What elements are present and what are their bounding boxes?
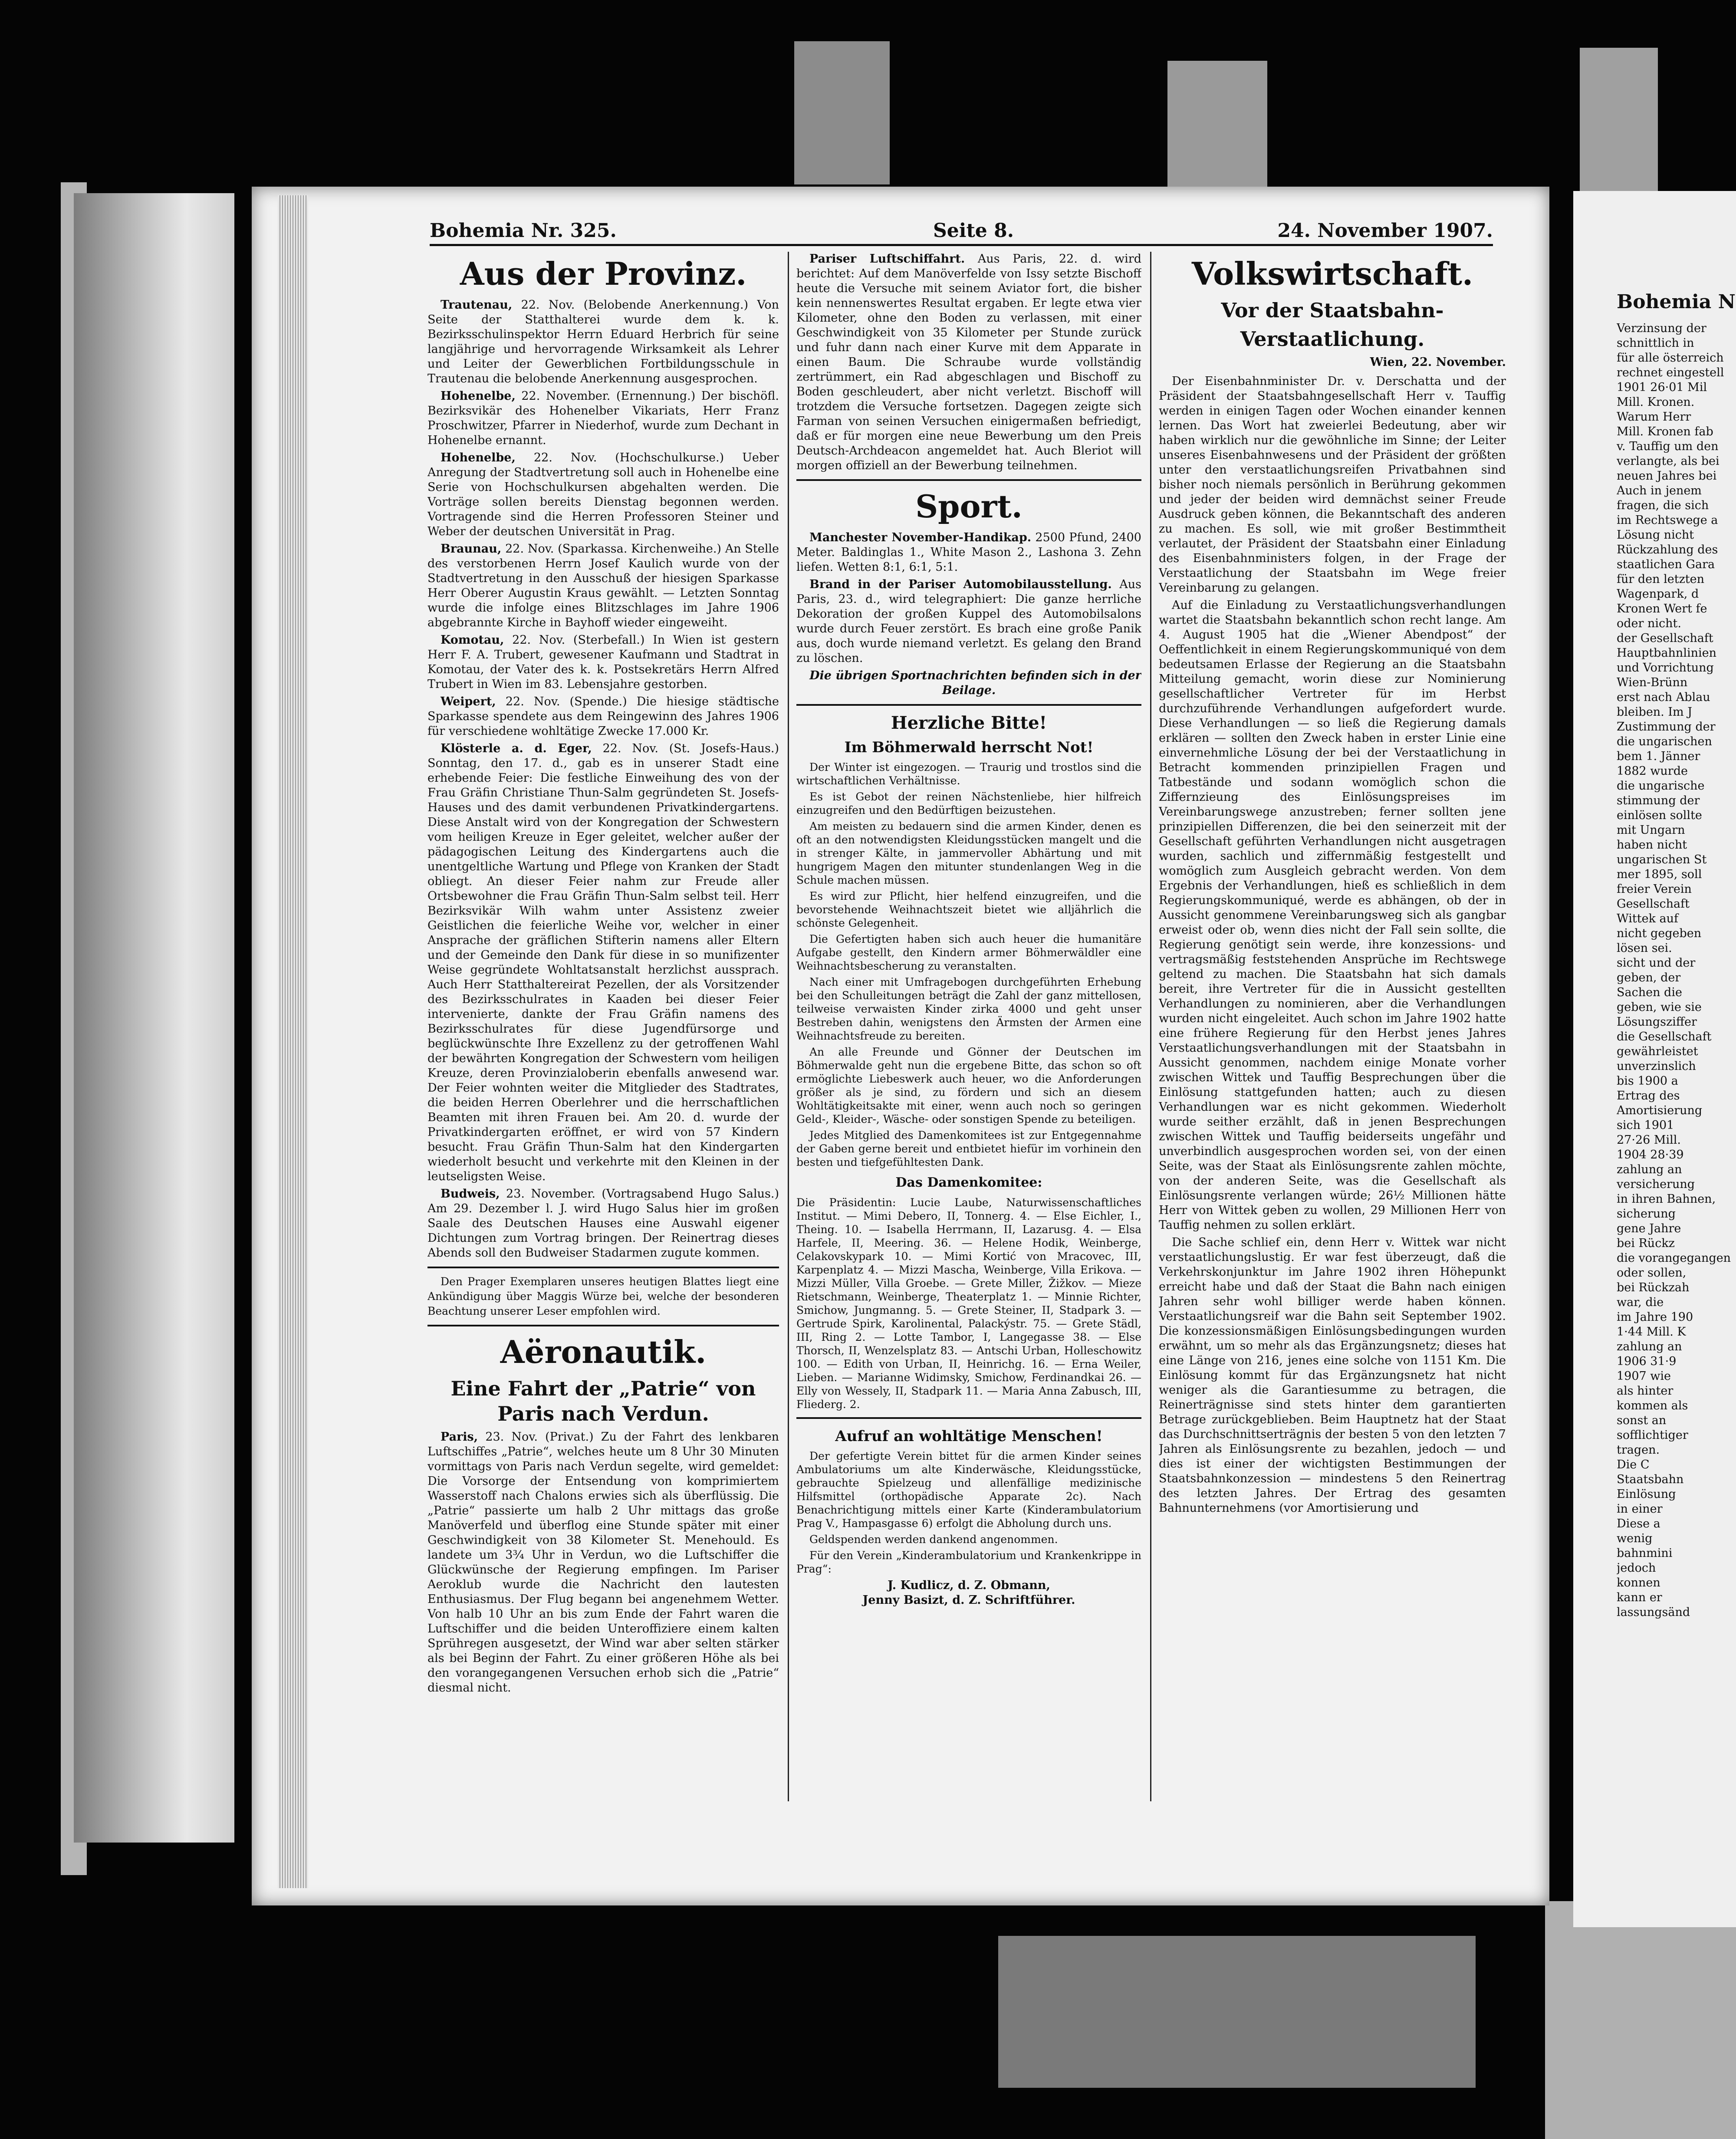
article-text: 22. Nov. (Sterbefall.) In Wien ist gestern Herr F. A. Trubert, gewesener Kaufmann und Stadtrat in Komotau, der Vater des k. k. Postsekretärs Herrn Alfred Trubert in Wien im 83. Lebensjahre gestorben.	[427, 633, 779, 691]
facing-line: bleiben. Im J	[1617, 705, 1693, 719]
appeal-paragraph: Es ist Gebot der reinen Nächstenliebe, hier hilfreich einzugreifen und den Bedürftigen beizustehen.	[796, 790, 1141, 816]
provinz-article	[427, 1187, 779, 1260]
facing-line: sich 1901	[1617, 1119, 1674, 1132]
provinz-article	[427, 451, 779, 539]
appeal-paragraph: Jedes Mitglied des Damenkomitees ist zur Entgegennahme der Gaben gerne bereit und entbietet hiefür im vorhinein den besten und tiefgefühltesten Dank.	[796, 1129, 1141, 1168]
facing-line: Staatsbahn	[1617, 1473, 1684, 1486]
column-rule	[1150, 252, 1151, 1801]
facing-line: sonst an	[1617, 1414, 1667, 1427]
facing-line: Diese a	[1617, 1517, 1660, 1530]
facing-line: 27·26 Mill.	[1617, 1133, 1681, 1147]
facing-line: geben, der	[1617, 971, 1681, 984]
facing-line: als hinter	[1617, 1384, 1674, 1398]
facing-line: 1901 26·01 Mil	[1617, 381, 1707, 394]
article-headline-1: Vor der Staatsbahn-	[1221, 299, 1444, 322]
facing-line: v. Tauffig um den	[1617, 440, 1719, 453]
facing-line: Amortisierung	[1617, 1104, 1703, 1117]
background-strip	[1167, 61, 1267, 191]
appeal-subtitle: Im Böhmerwald herrscht Not!	[844, 739, 1094, 756]
facing-line: für alle österreich	[1617, 351, 1724, 365]
appeal-paragraph: Nach einer mit Umfragebogen durchgeführten Erhebung bei den Schulleitungen beträgt die Zahl der ganz mittellosen, teilweise verwaisten Kinder zirka 4000 und geht unser Bestreben dahin, wenigstens den Ärmsten der Armen eine Weihnachtsfreude zu bereiten.	[796, 976, 1141, 1042]
facing-line: 1907 wie	[1617, 1369, 1671, 1383]
call-thanks: Geldspenden werden dankend angenommen.	[809, 1533, 1058, 1546]
facing-line: sicht und der	[1617, 956, 1696, 970]
facing-line: ungarischen St	[1617, 853, 1707, 866]
article-place: Budweis,	[441, 1187, 500, 1201]
article-headline-2: Verstaatlichung.	[1240, 327, 1425, 351]
section-title: Volkswirtschaft.	[1191, 255, 1473, 292]
facing-line: die ungarische	[1617, 779, 1705, 793]
article-body: Pariser Luftschiffahrt. Aus Paris, 22. d. wird berichtet: Auf dem Manöverfelde von Issy setzte Bischoff heute die Versuche mit seinem Aviator fort, die bisher kein nennenswertes Resultat ergaben. Er legte etwa vier Kilometer, ohne den Boden zu verlassen, mit einer Geschwindigkeit von 35 Kilometer per Stunde zurück und fuhr dann nach einer Kurve mit dem Apparate in einen Baum. Die Schraube wurde vollständig zertrümmert, ein Rad abgeschlagen und Bischoff zu Boden geschleudert, aber nicht verletzt. Bischoff will trotzdem die Versuche fortsetzen. Dagegen zeigte sich Farman von seinen Versuchen einigermaßen befriedigt, daß er für morgen eine neue Bewerbung um den Preis Deutsch-Archdeacon angemeldet hat. Auch Bleriot will morgen offiziell an der Bewerbung teilnehmen.	[796, 252, 1141, 472]
facing-line: Wagenpark, d	[1617, 587, 1699, 601]
facing-line: Gesellschaft	[1617, 897, 1690, 911]
facing-line: zahlung an	[1617, 1163, 1682, 1176]
facing-line: erst nach Ablau	[1617, 691, 1710, 704]
facing-line: im Jahre 190	[1617, 1310, 1693, 1324]
facing-line: sicherung	[1617, 1207, 1676, 1221]
article-place: Klösterle a. d. Eger,	[441, 742, 592, 755]
facing-line: lösen sei.	[1617, 941, 1672, 955]
facing-line: versicherung	[1617, 1178, 1695, 1191]
facing-line: 1·44 Mill. K	[1617, 1325, 1686, 1339]
header-center: Seite 8.	[933, 220, 1014, 242]
column-provinz	[427, 252, 779, 1801]
section-title: Aus der Provinz.	[460, 255, 747, 292]
appeal-paragraph: Am meisten zu bedauern sind die armen Kinder, denen es oft an den notwendigsten Kleidungsstücken mangelt und die in strenger Kälte, in jammervoller Abhärtung und mit hungrigem Magen den mitunter stundenlangen Weg in die Schule machen müssen.	[796, 820, 1141, 886]
article-place: Komotau,	[441, 633, 504, 647]
facing-line: rechnet eingestell	[1617, 366, 1724, 379]
notice: Den Prager Exemplaren unseres heutigen Blattes liegt eine Ankündigung über Maggis Würze bei, welche der besonderen Beachtung unserer Leser empfohlen wird.	[427, 1275, 779, 1317]
article-place: Weipert,	[441, 695, 496, 708]
facing-line: kommen als	[1617, 1399, 1688, 1412]
column-rule	[788, 252, 789, 1801]
facing-line: unverzinslich	[1617, 1060, 1696, 1073]
facing-line: verlangte, als bei	[1617, 454, 1720, 468]
facing-line: oder sollen,	[1617, 1266, 1687, 1280]
facing-line: schnittlich in	[1617, 336, 1694, 350]
facing-line: mit Ungarn	[1617, 823, 1685, 837]
facing-line: Lösungsziffer	[1617, 1015, 1697, 1029]
facing-line: einlösen sollte	[1617, 809, 1702, 822]
article-text: 23. November. (Vortragsabend Hugo Salus.) Am 29. Dezember l. J. wird Hugo Salus hier im großen Saale des Deutschen Hauses eine Auswahl eigener Dichtungen zum Vortrag bringen. Der Reinertrag dieses Abends soll den Budweiser Stadarmen zugute kommen.	[427, 1187, 779, 1260]
facing-column	[1617, 321, 1736, 1840]
provinz-article	[427, 633, 779, 692]
facing-line: gene Jahre	[1617, 1222, 1681, 1235]
facing-line: kann er	[1617, 1591, 1662, 1604]
page-header	[430, 217, 1493, 246]
facing-line: die vorangegangen	[1617, 1251, 1731, 1265]
background-strip	[1580, 48, 1658, 191]
signature-1: J. Kudlicz, d. Z. Obmann,	[888, 1579, 1050, 1592]
facing-line: in ihren Bahnen,	[1617, 1192, 1716, 1206]
page-edges	[278, 195, 308, 1888]
article-text: 22. November. (Ernennung.) Der bischöfl. Bezirksvikär des Hohenelber Vikariats, Herr Franz Proschwitzer, Pfarrer in Niederhof, wurde zum Dechant in Hohenelbe ernannt.	[427, 389, 779, 447]
column-middle	[796, 252, 1141, 1801]
section-title: Sport.	[915, 488, 1023, 525]
facing-line: jedoch	[1617, 1561, 1656, 1575]
appeal-body	[796, 760, 1141, 1169]
facing-line: Ertrag des	[1617, 1089, 1680, 1102]
call-for: Für den Verein „Kinderambulatorium und Krankenkrippe in Prag“:	[796, 1549, 1141, 1575]
divider	[796, 479, 1141, 481]
article-paragraph: Die Sache schlief ein, denn Herr v. Wittek war nicht verstaatlichungslustig. Er war fest überzeugt, daß die Verkehrskonjunktur im Jahre 1902 ihren Höhepunkt erreicht habe und daß der Staat die Bahn nach einigen Jahren sehr wohl billiger werde haben können. Verstaatlichungsreif war die Bahn seit September 1902. Die konzessionsmäßigen Einlösungsbedingungen wurden erwähnt, um so mehr als das Ergänzungsnetz; dieses hat eine Länge von 216, jenes eine solche von 1151 Km. Die Einlösung kommt für das Ergänzungsnetz hat nicht weniger als die Garantiesumme zu betragen, die Reinerträgnisse sind stets hinter dem garantierten Betrage zurückgeblieben. Beim Hauptnetz hat der Staat das Durchschnittserträgnis der besten 5 von den letzten 7 Jahren als Einlösungsrente zu bezahlen, jedoch — und dies ist einer der wichtigsten Bestimmungen der Staatsbahnkonzession — mindestens 5 den Reinertrag des letzten Jahres. Der Ertrag des gesamten Bahnunternehmens (vor Amortisierung und	[1159, 1236, 1506, 1515]
appeal-title: Herzliche Bitte!	[891, 713, 1047, 733]
facing-line: nicht gegeben	[1617, 927, 1702, 940]
article-text: 22. Nov. (Hochschulkurse.) Ueber Anregung der Stadtvertretung soll auch in Hohenelbe eine Serie von Hochschulkursen abgehalten werden. Die Vorträge sollen bereits Dienstag begonnen werden. Vortragende sind die Herren Professoren Steiner und Weber der deutschen Universität in Prag.	[427, 451, 779, 538]
article-headline: Eine Fahrt der „Patrie“ von Paris nach Verdun.	[450, 1377, 756, 1425]
call-title: Aufruf an wohltätige Menschen!	[835, 1428, 1103, 1445]
article-text: 22. Nov. (Spende.) Die hiesige städtische Sparkasse spendete aus dem Reingewinn des Jahres 1906 für verschiedene wohltätige Zwecke 17.000 Kr.	[427, 695, 779, 738]
facing-line: Warum Herr	[1617, 410, 1691, 424]
article-text: 22. Nov. (Belobende Anerkennung.) Von Seite der Statthalterei wurde dem k. k. Bezirksschulinspektor Herrn Eduard Herbrich für seine langjährige und hervorragende Wirksamkeit als Lehrer und Leiter der Gewerblichen Fortbildungsschule in Trautenau die belobende Anerkennung ausgesprochen.	[427, 298, 779, 385]
facing-line: mer 1895, soll	[1617, 868, 1702, 881]
background-strip	[794, 41, 890, 184]
signature-2: Jenny Basizt, d. Z. Schriftführer.	[862, 1593, 1075, 1607]
appeal-paragraph: An alle Freunde und Gönner der Deutschen im Böhmerwalde geht nun die ergebene Bitte, das schon so oft ermöglichte Liebeswerk auch heuer, wo die Anforderungen größer als je sind, zu fördern und sich an diesem Wohltätigkeitsakte mit einer, wenn auch noch so geringen Geld-, Kleider-, Wäsche- oder sonstigen Spende zu beteiligen.	[796, 1046, 1141, 1125]
background-strip	[998, 1936, 1476, 2088]
facing-line: Einlösung	[1617, 1487, 1676, 1501]
article-place: Braunau,	[441, 542, 502, 556]
facing-line: für den letzten	[1617, 573, 1705, 586]
facing-line: Zustimmung der	[1617, 720, 1716, 734]
facing-line: Rückzahlung des	[1617, 543, 1718, 556]
dateline: Wien, 22. November.	[1370, 355, 1506, 369]
facing-line: und Vorrichtung	[1617, 661, 1714, 675]
provinz-articles	[427, 298, 779, 1260]
facing-line: im Rechtswege a	[1617, 513, 1718, 527]
facing-line: Verzinsung der	[1617, 322, 1706, 335]
facing-line: freier Verein	[1617, 882, 1692, 896]
appeal-paragraph: Die Gefertigten haben sich auch heuer die humanitäre Aufgabe gestellt, den Kindern armer Böhmerwäldler eine Weihnachtsbescherung zu veranstalten.	[796, 933, 1141, 972]
facing-line: gewährleistet	[1617, 1045, 1698, 1058]
facing-line: Mill. Kronen fab	[1617, 425, 1713, 438]
provinz-article	[427, 741, 779, 1184]
column-volkswirtschaft	[1159, 252, 1506, 1801]
facing-line: bem 1. Jänner	[1617, 750, 1700, 763]
facing-line: 1904 28·39	[1617, 1148, 1684, 1162]
article-text: 22. Nov. (Sparkassa. Kirchenweihe.) An Stelle des verstorbenen Herrn Josef Kaulich wurde von der Stadtvertretung in den Ausschuß der hiesigen Sparkasse Herr Oberer Augustin Kraus gewählt. — Letzten Sonntag wurde die infolge eines Blitzschlages im Jahre 1906 abgebrannte Kirche in Bayhoff wieder eingeweiht.	[427, 542, 779, 629]
committee-title: Das Damenkomitee:	[895, 1175, 1042, 1190]
facing-line: lassungsänd	[1617, 1606, 1690, 1619]
background-strip	[1545, 1901, 1736, 2139]
header-left: Bohemia Nr. 325.	[430, 220, 617, 242]
facing-line: Lösung nicht	[1617, 528, 1694, 542]
facing-header: Bohemia N	[1617, 291, 1736, 313]
article-place: Hohenelbe,	[441, 451, 516, 464]
article-body: Manchester November-Handikap. 2500 Pfund, 2400 Meter. Baldinglas 1., White Mason 2., Lashona 3. Zehn liefen. Wetten 8:1, 6:1, 5:1.	[796, 531, 1141, 574]
facing-line: oder nicht.	[1617, 617, 1681, 630]
facing-line: bahnmini	[1617, 1547, 1673, 1560]
provinz-article	[427, 298, 779, 386]
facing-line: staatlichen Gara	[1617, 558, 1715, 571]
provinz-article	[427, 542, 779, 630]
facing-line: sofflichtiger	[1617, 1428, 1688, 1442]
facing-line: Mill. Kronen.	[1617, 395, 1695, 409]
facing-line: fragen, die sich	[1617, 499, 1709, 512]
facing-line: Die C	[1617, 1458, 1650, 1471]
facing-line: Wittek auf	[1617, 912, 1679, 925]
volkswirtschaft-body	[1159, 374, 1506, 1516]
facing-line: bei Rückzah	[1617, 1281, 1690, 1294]
facing-line: geben, wie sie	[1617, 1000, 1702, 1014]
appeal-paragraph: Der Winter ist eingezogen. — Traurig und trostlos sind die wirtschaftlichen Verhältnisse.	[796, 761, 1141, 787]
section-title: Aëronautik.	[500, 1333, 707, 1370]
facing-line: Wien-Brünn	[1617, 676, 1688, 689]
facing-line: bei Rückz	[1617, 1237, 1675, 1250]
facing-line: neuen Jahres bei	[1617, 469, 1717, 483]
facing-line: bis 1900 a	[1617, 1074, 1678, 1088]
facing-line: die ungarischen	[1617, 735, 1712, 748]
divider	[427, 1267, 779, 1268]
article-place: Hohenelbe,	[441, 389, 516, 403]
provinz-article	[427, 389, 779, 448]
facing-line: 1882 wurde	[1617, 764, 1688, 778]
facing-line: die Gesellschaft	[1617, 1030, 1712, 1043]
facing-line: stimmung der	[1617, 794, 1700, 807]
facing-line: war, die	[1617, 1296, 1664, 1309]
facing-line: konnen	[1617, 1576, 1660, 1589]
facing-line: Hauptbahnlinien	[1617, 646, 1716, 660]
facing-line: haben nicht	[1617, 838, 1687, 852]
facing-line: tragen.	[1617, 1443, 1660, 1457]
article-place: Trautenau,	[441, 298, 513, 312]
provinz-article	[427, 694, 779, 739]
call-body: Der gefertigte Verein bittet für die armen Kinder seines Ambulatoriums um alte Kinderwäsche, Kleidungsstücke, gebrauchte Spielzeug und allenfällige medizinische Hilfsmittel (orthopädische Apparate 2c). Nach Benachrichtigung mittels einer Karte (Kinderambulatorium Prag V., Hampasgasse 6) erfolgt die Abholung durch uns.	[796, 1450, 1141, 1530]
facing-line: Sachen die	[1617, 986, 1682, 999]
appeal-paragraph: Es wird zur Pflicht, hier helfend einzugreifen, und die bevorstehende Weihnachtszeit bietet wie alljährlich die schönste Gelegenheit.	[796, 890, 1141, 929]
book-binding	[74, 193, 234, 1843]
divider	[796, 704, 1141, 706]
facing-line: der Gesellschaft	[1617, 632, 1713, 645]
committee-list: Die Präsidentin: Lucie Laube, Naturwissenschaftliches Institut. — Mimi Debero, II, Tonnerg. 4. — Else Eichler, I., Theing. 10. — Isabella Herrmann, II, Lazarusg. 4. — Elsa Harfele, II, Meering. 36. — Helene Hodik, Weinberge, Celakovskypark 10. — Mimi Kortić von Mracovec, III, Karpenplatz 4. — Mizzi Mascha, Weinberge, Villa Erikova. — Mizzi Müller, Villa Groebe. — Grete Miller, Žižkov. — Mieze Rietschmann, Weinberge, Theaterplatz 1. — Minnie Richter, Smichow, Jungmanng. 5. — Grete Steiner, II, Stadpark 3. — Gertrude Spirk, Karolinental, Palackýstr. 75. — Grete Städl, III, Ring 2. — Lotte Tambor, I, Langegasse 38. — Else Thorsch, II, Wenzelsplatz 83. — Antschi Urban, Holleschowitz 100. — Edith von Urban, II, Heinrichg. 16. — Erna Weiler, Lieben. — Marianne Widimsky, Smichow, Ferdinandkai 26. — Elly von Wessely, II, Stadpark 11. — Maria Anna Zabusch, III, Fliederg. 2.	[796, 1196, 1141, 1411]
header-right: 24. November 1907.	[1277, 220, 1493, 242]
article-body: Brand in der Pariser Automobilausstellung. Aus Paris, 23. d., wird telegraphiert: Die ganze herrliche Dekoration der großen Kuppel des Automobilsalons wurde durch Feuer zerstört. Es brach eine große Panik aus, doch wurde niemand verletzt. Es gelang den Brand zu löschen.	[796, 578, 1141, 665]
facing-line: wenig	[1617, 1532, 1653, 1545]
sport-note: Die übrigen Sportnachrichten befinden sich in der Beilage.	[809, 669, 1141, 697]
article-paragraph: Auf die Einladung zu Verstaatlichungsverhandlungen wartet die Staatsbahn bekanntlich schon recht lange. Am 4. August 1905 hat die „Wiener Abendpost“ der Oeffentlichkeit in einem Regierungskommuniqué von dem bedeutsamen Erlasse der Regierung an die Staatsbahn Mitteilung gemacht, worin diese zur Nominierung gesellschaftlicher Vertreter für im Herbst durchzuführende Verhandlungen aufgefordert wurde. Diese Verhandlungen — so ließ die Regierung damals erklären — sollten den Zweck haben in erster Linie eine einvernehmliche Lösung der bei der Verstaatlichung in Betracht kommenden prinzipiellen Fragen und Tatbestände und sodann womöglich schon die Ziffernzieung des Einlösungspreises im Vereinbarungswege anzustreben; ferner sollten jene prinzipiellen Differenzen, die bei den seinerzeit mit der Gesellschaft geführten Verhandlungen nicht ausgetragen wurden, sachlich und ziffernmäßig festgestellt und womöglich zum Ausgleich gebracht werden. Von dem Ergebnis der Verhandlungen, hieß es schließlich in dem Regierungskommuniqué, werde es abhängen, ob der in Aussicht genommene Vereinbarungsweg sich als gangbar erweist oder ob, wenn dies nicht der Fall sein sollte, die Regierung genötigt sein werde, ihre konzessions- und vertragsmäßig feststehenden Ansprüche im Rechtswege geltend zu machen. Die Staatsbahn hat sich damals bereit, ihre Vertreter für die in Aussicht gestellten Verhandlungen zu nominieren, aber die Verhandlungen wurden nicht eingeleitet. Auch schon im Jahre 1902 hatte eine frühere Regierung für den Herbst jenes Jahres Verstaatlichungsverhandlungen mit der Staatsbahn in Aussicht genommen, nachdem einige Monate vorher zwischen Wittek und Tauffig Besprechungen über die Einlösung stattgefunden hatten; auch zu diesen Verhandlungen war es nicht gekommen. Wiederholt wurde seither erzählt, daß in jenen Besprechungen zwischen Wittek und Tauffig beiderseits ungefähr und unverbindlich ausgesprochen worden sei, von der einen Seite, was der Staat als Einlösungsrente zahlen möchte, von der anderen Seite, was die Gesellschaft als Einlösungsrente verlangen würde; 26½ Millionen hätte Herr von Wittek geben zu wollen, 29 Millionen Herr von Tauffig nehmen zu sollen erklärt.	[1159, 599, 1506, 1232]
facing-line: Auch in jenem	[1617, 484, 1702, 497]
facing-line: 1906 31·9	[1617, 1355, 1677, 1368]
facing-line: in einer	[1617, 1502, 1663, 1516]
divider	[796, 1417, 1141, 1419]
divider	[427, 1325, 779, 1326]
article-body: Paris, 23. Nov. (Privat.) Zu der Fahrt des lenkbaren Luftschiffes „Patrie“, welches heute um 8 Uhr 30 Minuten vormittags von Paris nach Verdun segelte, wird gemeldet: Die Vorsorge der Entsendung von komprimiertem Wasserstoff nach Chalons erwies sich als überflüssig. Die „Patrie“ passierte um halb 2 Uhr mittags das große Manöverfeld und überflog eine Stunde später mit einer Geschwindigkeit von 38 Kilometer St. Menehould. Es landete um 3¾ Uhr in Verdun, wo die Luftschiffer die Glückwünsche der Regierung empfingen. Im Pariser Aeroklub wurde die Nachricht den lautesten Enthusiasmus. Der Flug begann bei angenehmem Wetter. Von halb 10 Uhr an bis zum Ende der Fahrt waren die Luftschiffer und die beiden Unteroffiziere einem kalten Sprühregen ausgesetzt, der Wind war aber selten stärker als bei Beginn der Fahrt. Zu einer größeren Höhe als bei den vorangegangenen Versuchen erhob sich die „Patrie“ diesmal nicht.	[427, 1430, 779, 1695]
facing-line: zahlung an	[1617, 1340, 1682, 1353]
article-paragraph: Der Eisenbahnminister Dr. v. Derschatta und der Präsident der Staatsbahngesellschaft Herr v. Tauffig werden in einigen Tagen oder Wochen einander kennen lernen. Das Wort hat zweierlei Bedeutung, aber wir haben wirklich nur die gewöhnliche im Sinne; der Leiter unseres Eisenbahnwesens und der Präsident der größten unter den verstaatlichungsreifen Privatbahnen sind bisher noch niemals persönlich in Berührung gekommen und jeder der beiden wird demnächst seiner Freude Ausdruck geben können, die Bekanntschaft des anderen zu machen. Es soll, wie mit großer Bestimmtheit verlautet, der Präsident der Staatsbahn einer Einladung des Eisenbahnministers folgen, in der Frage der Verstaatlichung der Staatsbahn im Wege freier Vereinbarung zu gelangen.	[1159, 375, 1506, 595]
facing-line: Kronen Wert fe	[1617, 602, 1707, 615]
article-text: 22. Nov. (St. Josefs-Haus.) Sonntag, den 17. d., gab es in unserer Stadt eine erhebende Feier: Die festliche Einweihung des von der Frau Gräfin Christiane Thun-Salm gegründeten St. Josefs-Hauses und des damit verbundenen Privatkindergartens. Diese Anstalt wird von der Kongregation der Schwestern vom heiligen Kreuze in Eger geleitet, welcher außer der pädagogischen Leitung des Kindergartens auch die unentgeltliche Wartung und Pflege von Kranken der Stadt obliegt. An dieser Feier nahm zur Freude aller Ortsbewohner die Frau Gräfin Thun-Salm selbst teil. Herr Bezirksvikär Wilh wahm unter Assistenz zweier Geistlichen die feierliche Weihe vor, welcher in einer Ansprache der gräflichen Stifterin namens aller Eltern und der Gemeinde den Dank für diese in so munifizenter Weise gegründete Wohltatsanstalt herzlichst aussprach. Auch Herr Statthaltereirat Pezellen, der als Vorsitzender des Bezirksschulrates in Kaaden bei dieser Feier intervenierte, dankte der Frau Gräfin namens des Bezirksschulrates für diese Jugendfürsorge und beglückwünschte Ihre Exzellenz zu der getroffenen Wahl der bewährten Kongregation der Schwestern vom heiligen Kreuze, deren Provinzialoberin ebenfalls anwesend war. Der Feier wohnten weiter die Mitglieder des Stadtrates, die beiden Herren Oberlehrer und die herrschaftlichen Beamten mit ihren Frauen bei. Am 20. d. wurde der Privatkindergarten eröffnet, er wird von 57 Kindern besucht. Frau Gräfin Thun-Salm hat den Kindergarten wiederholt besucht und verkehrte mit den Kleinen in der leutseligsten Weise.	[427, 742, 779, 1183]
